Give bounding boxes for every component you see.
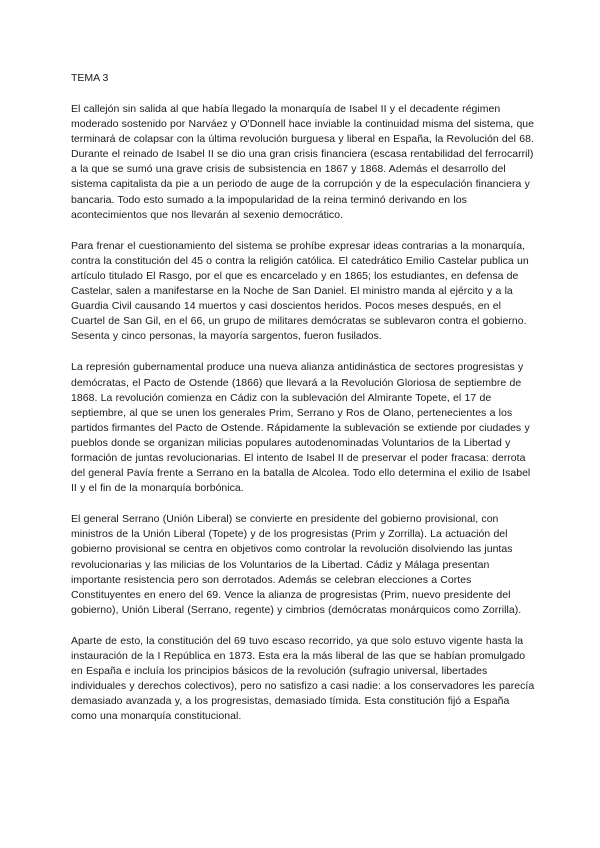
paragraph-1: El callejón sin salida al que había llegado la monarquía de Isabel II y el decadente régimen moderado sostenido por Narváez y O'Donnell hace inviable la continuidad misma del sistema, que terminará de colapsar con la última revolución burguesa y liberal en España, la Revolución del 68. Durante el reinado de Isabel II se dio una gran crisis financiera (escasa rentabilidad del ferrocarril) a la que se sumó una grave crisis de subsistencia en 1867 y 1868. Además el desarrollo del sistema capitalista da pie a un periodo de auge de la corrupción y de la especulación financiera y bancaria. Todo esto sumado a la impopularidad de la reina terminó derivando en los acontecimientos que nos llevarán al sexenio democrático. — [71, 103, 535, 221]
paragraph-2: Para frenar el cuestionamiento del sistema se prohíbe expresar ideas contrarias a la monarquía, contra la constitución del 45 o contra la religión católica. El catedrático Emilio Castelar publica un artículo titulado El Rasgo, por el que es encarcelado y en 1865; los estudiantes, en defensa de Castelar, salen a manifestarse en la Noche de San Daniel. El ministro manda al ejército y a la Guardia Civil causando 14 muertos y casi doscientos heridos. Pocos meses después, en el Cuartel de San Gil, en el 66, un grupo de militares demócratas se sublevaron contra el gobierno. Sesenta y cinco personas, la mayoría sargentos, fueron fusilados. — [71, 239, 529, 343]
paragraph-4: El general Serrano (Unión Liberal) se convierte en presidente del gobierno provisional, con ministros de la Unión Liberal (Topete) y de los progresistas (Prim y Zorrilla). La actuación del gobierno provisional se centra en objetivos como controlar la revolución disolviendo las juntas revolucionarias y las milicias de los Voluntarios de la Libertad. Cádiz y Málaga presentan importante resistencia pero son derrotados. Además se celebran elecciones a Cortes Constituyentes en enero del 69. Vence la alianza de progresistas (Prim, nuevo presidente del gobierno), Unión Liberal (Serrano, regente) y cimbrios (demócratas monárquicos como Zorrilla). — [71, 513, 522, 616]
paragraph-5: Aparte de esto, la constitución del 69 tuvo escaso recorrido, ya que solo estuvo vigente hasta la instauración de la I República en 1873. Esta era la más liberal de las que se habían promulgado en España e incluía los principios básicos de la revolución (sufragio universal, libertades individuales y derechos colectivos), pero no satisfizo a casi nadie: a los conservadores les parecía demasiado avanzada y, a los progresistas, demasiado tímida. Esta constitución fijó a España como una monarquía constitucional. — [71, 634, 535, 723]
document-title: TEMA 3 — [71, 72, 109, 84]
paragraph-3: La represión gubernamental produce una nueva alianza antidinástica de sectores progresistas y demócratas, el Pacto de Ostende (1866) que llevará a la Revolución Gloriosa de septiembre de 1868. La revolución comienza en Cádiz con la sublevación del Almirante Topete, el 17 de septiembre, al que se unen los generales Prim, Serrano y Ros de Olano, pertenecientes a los partidos firmantes del Pacto de Ostende. Rápidamente la sublevación se extiende por ciudades y pueblos donde se organizan milicias populares autodenominadas Voluntarios de la Libertad y formación de juntas revolucionarias. El intento de Isabel II de preservar el poder fracasa: derrota del general Pavía frente a Serrano en la batalla de Alcolea. Todo ello determina el exilio de Isabel II y el fin de la monarquía borbónica. — [71, 361, 531, 495]
